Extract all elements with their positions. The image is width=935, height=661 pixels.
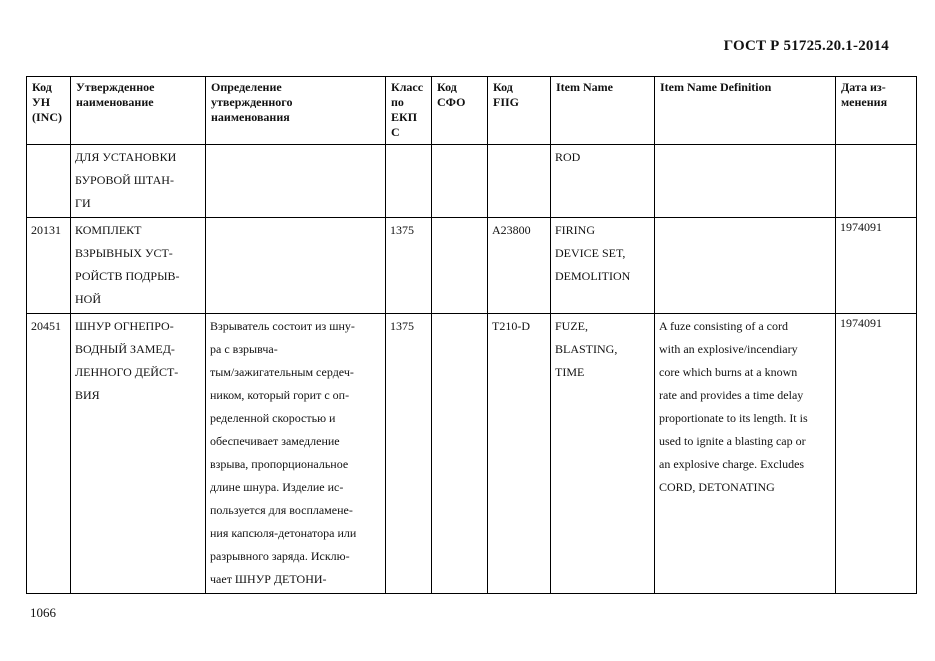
cell-item-name-definition: A fuze consisting of a cord with an explosive/incendiary core which burns at a known rate and provides a time delay proportionate to its length. It is used to ignite a blasting cap or an explosive charge. Excludes CORD, DETONATING <box>655 314 836 594</box>
cell-change-date: 1974091 <box>836 218 917 314</box>
catalog-table <box>26 76 917 594</box>
cell-definition: Взрыватель состоит из шну- ра с взрывча- тым/зажигательным сердеч- ником, который горит с оп- ределенной скоростью и обеспечивает замедление взрыва, пропорциональное длине шнура. Изделие ис- пользуется для воспламене- ния капсюля-детонатора или разрывного заряда. Исклю- чает ШНУР ДЕТОНИ- <box>206 314 386 594</box>
cell-inc: 20451 <box>27 314 71 594</box>
cell-change-date <box>836 145 917 218</box>
cell-class <box>386 145 432 218</box>
column-header-item-name: Item Name <box>551 77 655 145</box>
column-header-class: Класс по ЕКП С <box>386 77 432 145</box>
table-header-row <box>27 77 917 145</box>
table-row <box>27 145 917 218</box>
cell-item-name-definition <box>655 145 836 218</box>
cell-sfo <box>432 145 488 218</box>
cell-definition <box>206 145 386 218</box>
cell-fiig: A23800 <box>488 218 551 314</box>
cell-inc <box>27 145 71 218</box>
cell-sfo <box>432 314 488 594</box>
column-header-sfo: Код СФО <box>432 77 488 145</box>
column-header-item-name-definition: Item Name Definition <box>655 77 836 145</box>
cell-change-date: 1974091 <box>836 314 917 594</box>
column-header-definition: Определение утвержденного наименования <box>206 77 386 145</box>
column-header-inc: Код УН (INC) <box>27 77 71 145</box>
table-row <box>27 314 917 594</box>
document-standard-header: ГОСТ Р 51725.20.1-2014 <box>723 38 889 54</box>
cell-approved-name: КОМПЛЕКТ ВЗРЫВНЫХ УСТ- РОЙСТВ ПОДРЫВ- НОЙ <box>71 218 206 314</box>
cell-inc: 20131 <box>27 218 71 314</box>
cell-item-name: ROD <box>551 145 655 218</box>
cell-sfo <box>432 218 488 314</box>
page-number: 1066 <box>30 605 56 620</box>
cell-fiig <box>488 145 551 218</box>
column-header-approved-name: Утвержденное наименование <box>71 77 206 145</box>
column-header-change-date: Дата из- менения <box>836 77 917 145</box>
cell-approved-name: ДЛЯ УСТАНОВКИ БУРОВОЙ ШТАН- ГИ <box>71 145 206 218</box>
column-header-fiig: Код FIIG <box>488 77 551 145</box>
cell-definition <box>206 218 386 314</box>
table-row <box>27 218 917 314</box>
cell-approved-name: ШНУР ОГНЕПРО- ВОДНЫЙ ЗАМЕД- ЛЕННОГО ДЕЙСТ- ВИЯ <box>71 314 206 594</box>
cell-fiig: T210-D <box>488 314 551 594</box>
cell-class: 1375 <box>386 314 432 594</box>
cell-item-name: FUZE, BLASTING, TIME <box>551 314 655 594</box>
cell-item-name: FIRING DEVICE SET, DEMOLITION <box>551 218 655 314</box>
cell-item-name-definition <box>655 218 836 314</box>
cell-class: 1375 <box>386 218 432 314</box>
